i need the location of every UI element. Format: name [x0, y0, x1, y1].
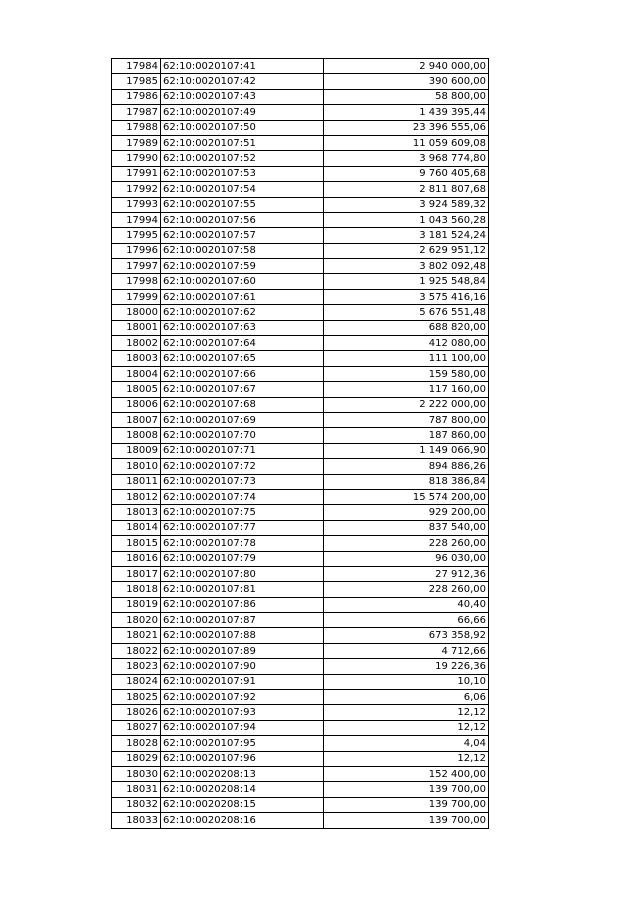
cadastral-value-cell: 787 800,00: [324, 412, 489, 427]
cadastral-value-cell: 1 439 395,44: [324, 105, 489, 120]
table-row: [112, 566, 489, 581]
cadastral-number-cell: 62:10:0020107:62: [161, 305, 324, 320]
row-number-cell: 18005: [112, 382, 161, 397]
cadastral-value-cell: 929 200,00: [324, 505, 489, 520]
cadastral-value-cell: 117 160,00: [324, 382, 489, 397]
cadastral-value-cell: 3 802 092,48: [324, 259, 489, 274]
row-number-cell: 18007: [112, 412, 161, 427]
cadastral-number-cell: 62:10:0020107:59: [161, 259, 324, 274]
cadastral-value-cell: 187 860,00: [324, 428, 489, 443]
row-number-cell: 18032: [112, 797, 161, 812]
cadastral-number-cell: 62:10:0020107:67: [161, 382, 324, 397]
table-row: [112, 751, 489, 766]
table-row: [112, 259, 489, 274]
table-row: [112, 797, 489, 812]
table-row: [112, 336, 489, 351]
row-number-cell: 18018: [112, 582, 161, 597]
table-row: [112, 182, 489, 197]
row-number-cell: 18011: [112, 474, 161, 489]
table-row: [112, 474, 489, 489]
cadastral-value-cell: 1 149 066,90: [324, 443, 489, 458]
row-number-cell: 18020: [112, 613, 161, 628]
row-number-cell: 18025: [112, 690, 161, 705]
cadastral-value-cell: 5 676 551,48: [324, 305, 489, 320]
cadastral-value-cell: 15 574 200,00: [324, 489, 489, 504]
table-row: [112, 659, 489, 674]
table-row: [112, 459, 489, 474]
table-row: [112, 489, 489, 504]
cadastral-value-cell: 390 600,00: [324, 74, 489, 89]
table-row: [112, 135, 489, 150]
row-number-cell: 18031: [112, 782, 161, 797]
table-row: [112, 89, 489, 104]
cadastral-value-cell: 6,06: [324, 690, 489, 705]
cadastral-value-cell: 139 700,00: [324, 797, 489, 812]
cadastral-value-cell: 27 912,36: [324, 566, 489, 581]
cadastral-number-cell: 62:10:0020208:16: [161, 813, 324, 828]
cadastral-number-cell: 62:10:0020107:96: [161, 751, 324, 766]
cadastral-value-cell: 1 043 560,28: [324, 212, 489, 227]
row-number-cell: 18004: [112, 366, 161, 381]
cadastral-value-cell: 12,12: [324, 705, 489, 720]
cadastral-value-cell: 19 226,36: [324, 659, 489, 674]
row-number-cell: 17989: [112, 135, 161, 150]
cadastral-value-cell: 2 222 000,00: [324, 397, 489, 412]
cadastral-number-cell: 62:10:0020107:75: [161, 505, 324, 520]
cadastral-number-cell: 62:10:0020107:74: [161, 489, 324, 504]
row-number-cell: 17995: [112, 228, 161, 243]
row-number-cell: 18000: [112, 305, 161, 320]
table-row: [112, 59, 489, 74]
cadastral-number-cell: 62:10:0020107:79: [161, 551, 324, 566]
cadastral-number-cell: 62:10:0020208:13: [161, 766, 324, 781]
cadastral-number-cell: 62:10:0020107:58: [161, 243, 324, 258]
cadastral-number-cell: 62:10:0020107:57: [161, 228, 324, 243]
cadastral-value-cell: 673 358,92: [324, 628, 489, 643]
table-row: [112, 782, 489, 797]
table-row: [112, 105, 489, 120]
cadastral-number-cell: 62:10:0020107:64: [161, 336, 324, 351]
table-row: [112, 674, 489, 689]
cadastral-value-cell: 412 080,00: [324, 336, 489, 351]
cadastral-number-cell: 62:10:0020107:41: [161, 59, 324, 74]
table-row: [112, 736, 489, 751]
cadastral-number-cell: 62:10:0020208:15: [161, 797, 324, 812]
row-number-cell: 18021: [112, 628, 161, 643]
cadastral-number-cell: 62:10:0020107:42: [161, 74, 324, 89]
row-number-cell: 18028: [112, 736, 161, 751]
table-row: [112, 228, 489, 243]
cadastral-number-cell: 62:10:0020107:72: [161, 459, 324, 474]
row-number-cell: 18002: [112, 336, 161, 351]
cadastral-number-cell: 62:10:0020107:89: [161, 643, 324, 658]
row-number-cell: 17998: [112, 274, 161, 289]
table-row: [112, 628, 489, 643]
cadastral-number-cell: 62:10:0020107:94: [161, 720, 324, 735]
cadastral-value-cell: 837 540,00: [324, 520, 489, 535]
cadastral-value-cell: 228 260,00: [324, 536, 489, 551]
cadastral-value-cell: 688 820,00: [324, 320, 489, 335]
cadastral-value-cell: 96 030,00: [324, 551, 489, 566]
cadastral-number-cell: 62:10:0020107:63: [161, 320, 324, 335]
table-row: [112, 690, 489, 705]
cadastral-number-cell: 62:10:0020107:69: [161, 412, 324, 427]
row-number-cell: 18012: [112, 489, 161, 504]
cadastral-value-cell: 12,12: [324, 751, 489, 766]
row-number-cell: 18017: [112, 566, 161, 581]
cadastral-number-cell: 62:10:0020107:68: [161, 397, 324, 412]
row-number-cell: 18024: [112, 674, 161, 689]
row-number-cell: 18019: [112, 597, 161, 612]
table-row: [112, 412, 489, 427]
row-number-cell: 18026: [112, 705, 161, 720]
table-row: [112, 366, 489, 381]
table-row: [112, 520, 489, 535]
cadastral-value-cell: 40,40: [324, 597, 489, 612]
cadastral-value-cell: 58 800,00: [324, 89, 489, 104]
table-row: [112, 397, 489, 412]
table-row: [112, 289, 489, 304]
table-row: [112, 613, 489, 628]
cadastral-value-cell: 4,04: [324, 736, 489, 751]
cadastral-number-cell: 62:10:0020107:56: [161, 212, 324, 227]
row-number-cell: 17988: [112, 120, 161, 135]
cadastral-value-cell: 159 580,00: [324, 366, 489, 381]
row-number-cell: 18003: [112, 351, 161, 366]
row-number-cell: 17990: [112, 151, 161, 166]
row-number-cell: 18008: [112, 428, 161, 443]
row-number-cell: 17991: [112, 166, 161, 181]
cadastral-value-cell: 3 181 524,24: [324, 228, 489, 243]
table-row: [112, 813, 489, 828]
cadastral-value-cell: 12,12: [324, 720, 489, 735]
table-row: [112, 320, 489, 335]
cadastral-number-cell: 62:10:0020107:90: [161, 659, 324, 674]
cadastral-value-cell: 10,10: [324, 674, 489, 689]
table-row: [112, 212, 489, 227]
row-number-cell: 17985: [112, 74, 161, 89]
table-row: [112, 428, 489, 443]
row-number-cell: 18022: [112, 643, 161, 658]
table-row: [112, 582, 489, 597]
row-number-cell: 18013: [112, 505, 161, 520]
row-number-cell: 17984: [112, 59, 161, 74]
cadastral-value-cell: 228 260,00: [324, 582, 489, 597]
table-row: [112, 720, 489, 735]
cadastral-number-cell: 62:10:0020107:65: [161, 351, 324, 366]
table-row: [112, 274, 489, 289]
row-number-cell: 17993: [112, 197, 161, 212]
cadastral-value-cell: 2 629 951,12: [324, 243, 489, 258]
cadastral-value-cell: 2 940 000,00: [324, 59, 489, 74]
cadastral-value-cell: 9 760 405,68: [324, 166, 489, 181]
table-row: [112, 643, 489, 658]
table-row: [112, 305, 489, 320]
cadastral-number-cell: 62:10:0020107:95: [161, 736, 324, 751]
row-number-cell: 18030: [112, 766, 161, 781]
cadastral-number-cell: 62:10:0020107:80: [161, 566, 324, 581]
cadastral-number-cell: 62:10:0020107:88: [161, 628, 324, 643]
cadastral-number-cell: 62:10:0020107:81: [161, 582, 324, 597]
cadastral-value-cell: 894 886,26: [324, 459, 489, 474]
cadastral-number-cell: 62:10:0020107:91: [161, 674, 324, 689]
cadastral-number-cell: 62:10:0020107:86: [161, 597, 324, 612]
row-number-cell: 18001: [112, 320, 161, 335]
cadastral-value-cell: 4 712,66: [324, 643, 489, 658]
cadastral-number-cell: 62:10:0020107:49: [161, 105, 324, 120]
cadastral-number-cell: 62:10:0020107:55: [161, 197, 324, 212]
cadastral-value-cell: 152 400,00: [324, 766, 489, 781]
row-number-cell: 17997: [112, 259, 161, 274]
row-number-cell: 18016: [112, 551, 161, 566]
cadastral-number-cell: 62:10:0020107:60: [161, 274, 324, 289]
cadastral-number-cell: 62:10:0020107:78: [161, 536, 324, 551]
table-row: [112, 443, 489, 458]
cadastral-value-cell: 111 100,00: [324, 351, 489, 366]
cadastral-number-cell: 62:10:0020107:66: [161, 366, 324, 381]
row-number-cell: 17987: [112, 105, 161, 120]
cadastral-number-cell: 62:10:0020107:54: [161, 182, 324, 197]
cadastral-value-cell: 11 059 609,08: [324, 135, 489, 150]
row-number-cell: 18027: [112, 720, 161, 735]
row-number-cell: 18014: [112, 520, 161, 535]
row-number-cell: 18015: [112, 536, 161, 551]
table-row: [112, 120, 489, 135]
row-number-cell: 17996: [112, 243, 161, 258]
table-row: [112, 351, 489, 366]
cadastral-value-cell: 2 811 807,68: [324, 182, 489, 197]
row-number-cell: 18023: [112, 659, 161, 674]
table-row: [112, 74, 489, 89]
row-number-cell: 17999: [112, 289, 161, 304]
cadastral-number-cell: 62:10:0020107:77: [161, 520, 324, 535]
cadastral-value-table: [111, 58, 489, 829]
row-number-cell: 17986: [112, 89, 161, 104]
table-row: [112, 197, 489, 212]
cadastral-value-cell: 139 700,00: [324, 813, 489, 828]
table-body: [112, 59, 489, 829]
cadastral-number-cell: 62:10:0020107:53: [161, 166, 324, 181]
cadastral-value-cell: 23 396 555,06: [324, 120, 489, 135]
row-number-cell: 18006: [112, 397, 161, 412]
cadastral-number-cell: 62:10:0020107:50: [161, 120, 324, 135]
cadastral-number-cell: 62:10:0020107:92: [161, 690, 324, 705]
cadastral-number-cell: 62:10:0020107:71: [161, 443, 324, 458]
cadastral-number-cell: 62:10:0020107:43: [161, 89, 324, 104]
cadastral-value-cell: 66,66: [324, 613, 489, 628]
row-number-cell: 17994: [112, 212, 161, 227]
table-row: [112, 705, 489, 720]
table-row: [112, 151, 489, 166]
cadastral-value-cell: 818 386,84: [324, 474, 489, 489]
cadastral-value-cell: 139 700,00: [324, 782, 489, 797]
cadastral-number-cell: 62:10:0020107:51: [161, 135, 324, 150]
cadastral-number-cell: 62:10:0020107:70: [161, 428, 324, 443]
row-number-cell: 18009: [112, 443, 161, 458]
cadastral-number-cell: 62:10:0020107:52: [161, 151, 324, 166]
table-row: [112, 536, 489, 551]
table-row: [112, 505, 489, 520]
cadastral-number-cell: 62:10:0020107:73: [161, 474, 324, 489]
cadastral-value-cell: 1 925 548,84: [324, 274, 489, 289]
cadastral-number-cell: 62:10:0020107:61: [161, 289, 324, 304]
cadastral-value-cell: 3 575 416,16: [324, 289, 489, 304]
cadastral-number-cell: 62:10:0020107:87: [161, 613, 324, 628]
row-number-cell: 18033: [112, 813, 161, 828]
table-row: [112, 166, 489, 181]
table-row: [112, 243, 489, 258]
row-number-cell: 18010: [112, 459, 161, 474]
cadastral-value-cell: 3 924 589,32: [324, 197, 489, 212]
cadastral-number-cell: 62:10:0020208:14: [161, 782, 324, 797]
row-number-cell: 17992: [112, 182, 161, 197]
cadastral-number-cell: 62:10:0020107:93: [161, 705, 324, 720]
table-row: [112, 766, 489, 781]
cadastral-value-cell: 3 968 774,80: [324, 151, 489, 166]
row-number-cell: 18029: [112, 751, 161, 766]
table-row: [112, 551, 489, 566]
table-row: [112, 382, 489, 397]
table-row: [112, 597, 489, 612]
